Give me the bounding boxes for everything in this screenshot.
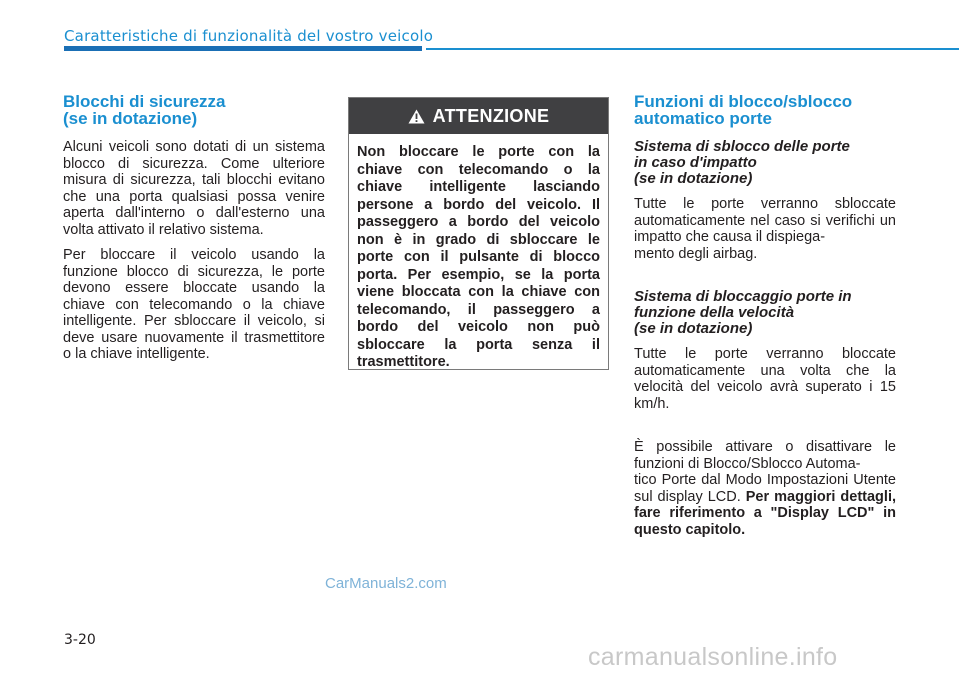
subheading-line: Sistema di sblocco delle porte xyxy=(634,138,850,155)
page-header-title: Caratteristiche di funzionalità del vostro veicolo xyxy=(64,27,434,45)
subheading-line: in caso d'impatto xyxy=(634,154,757,171)
heading-line: Blocchi di sicurezza xyxy=(63,92,226,111)
body-text-bold: Per maggiori dettagli, fare riferimento a "Display LCD" in questo capitolo. xyxy=(634,488,896,538)
warning-title: ATTENZIONE xyxy=(432,105,550,126)
body-paragraph: Per bloccare il veicolo usando la funzione blocco di sicurezza, le porte devono essere bloccate usando la chiave con telecomando o la chiave intelligente. Per sbloccare il veicolo, si deve usare nuovamente il trasmettitore o la chiave intelligente. xyxy=(63,247,325,362)
right-column xyxy=(634,93,896,547)
body-paragraph: Alcuni veicoli sono dotati di un sistema blocco di sicurezza. Come ulteriore misura di sicurezza, tali blocchi evitano che una porta qualsiasi possa venire aperta dall'interno o dall'esterno una volta attivato il relativo sistema. xyxy=(63,139,325,238)
header-rule-thin xyxy=(426,48,959,50)
body-paragraph: Tutte le porte verranno sbloccate automaticamente nel caso si verifichi un impatto che causa il dispiega- mento degli airbag. xyxy=(634,196,896,262)
subheading-line: (se in dotazione) xyxy=(634,170,753,187)
spacer xyxy=(634,421,896,439)
subheading-speed-lock xyxy=(634,289,896,337)
body-text: È possibile attivare o disattivare le funzioni di Blocco/Sblocco Automa- tico Porte dal Modo Impostazioni Utente sul display LCD. xyxy=(634,439,896,505)
heading-line: automatico porte xyxy=(634,109,772,128)
subheading-line: Sistema di bloccaggio porte in xyxy=(634,288,852,305)
subheading-line: funzione della velocità xyxy=(634,304,795,321)
subheading-line: (se in dotazione) xyxy=(634,320,753,337)
warning-triangle-icon xyxy=(408,109,425,124)
subheading-impact-unlock xyxy=(634,139,896,187)
warning-box xyxy=(348,97,609,370)
heading-line: Funzioni di blocco/sblocco xyxy=(634,92,853,111)
body-paragraph-settings xyxy=(634,439,896,538)
left-column xyxy=(63,93,325,372)
watermark-text: CarManuals2.com xyxy=(325,575,447,592)
warning-header xyxy=(349,98,608,134)
site-watermark: carmanualsonline.info xyxy=(588,643,838,671)
spacer xyxy=(634,271,896,289)
section-heading-safety-locks xyxy=(63,93,325,127)
section-heading-auto-lock xyxy=(634,93,896,127)
body-paragraph: Tutte le porte verranno bloccate automaticamente una volta che la velocità del veicolo avrà superato i 15 km/h. xyxy=(634,346,896,412)
page-number: 3-20 xyxy=(64,632,96,648)
warning-text: Non bloccare le porte con la chiave con telecomando o la chiave intelligente lasciando persone a bordo del veicolo. Il passeggero a bordo del veicolo non è in grado di sbloccare le porte con il pulsante di blocco porta. Per esempio, se la porta viene bloccata con la chiave con telecomando, il passeggero a bordo del veicolo non può sbloccare la porta senza il trasmettitore. xyxy=(357,144,600,370)
heading-line: (se in dotazione) xyxy=(63,109,198,128)
header-rule-thick xyxy=(64,46,422,51)
